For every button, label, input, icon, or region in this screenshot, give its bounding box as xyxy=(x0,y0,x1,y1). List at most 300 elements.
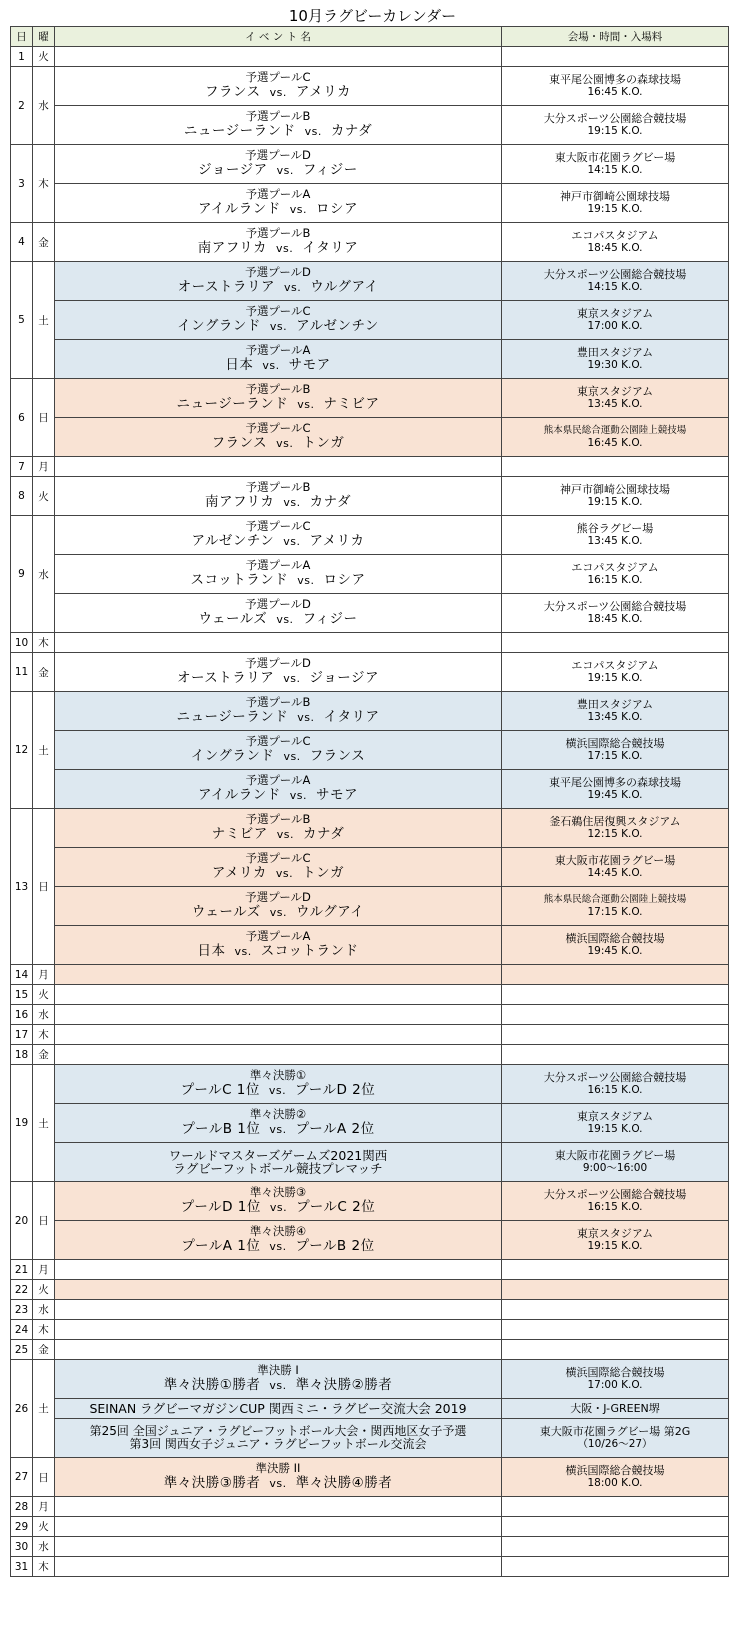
event-cell xyxy=(55,1280,502,1300)
home-team: ナミビア xyxy=(211,826,268,842)
venue-name: 豊田スタジアム xyxy=(576,698,654,711)
event-cell xyxy=(55,965,502,985)
weekday: 金 xyxy=(33,1045,55,1065)
venue-cell xyxy=(502,1260,729,1280)
kickoff-time: 19:45 K.O. xyxy=(587,945,643,957)
calendar-row xyxy=(11,1419,729,1458)
home-team: プールD 1位 xyxy=(180,1199,261,1215)
calendar-row xyxy=(11,516,729,555)
venue-cell xyxy=(502,633,729,653)
event-title: 予選プールB xyxy=(245,382,311,396)
calendar-row xyxy=(11,594,729,633)
day-number: 27 xyxy=(11,1458,33,1497)
venue-cell xyxy=(502,1280,729,1300)
venue-cell xyxy=(502,1537,729,1557)
weekday: 木 xyxy=(33,145,55,223)
vs-label: vs. xyxy=(268,1084,287,1097)
matchup xyxy=(55,279,501,296)
away-team: 準々決勝④勝者 xyxy=(295,1475,393,1491)
weekday: 金 xyxy=(33,653,55,692)
away-team: ウルグアイ xyxy=(295,904,365,920)
venue-name: 横浜国際総合競技場 xyxy=(565,1464,665,1477)
vs-label: vs. xyxy=(269,1379,287,1392)
calendar-row xyxy=(11,653,729,692)
day-number: 11 xyxy=(11,653,33,692)
weekday: 月 xyxy=(33,965,55,985)
venue-cell xyxy=(502,1045,729,1065)
home-team: ジョージア xyxy=(198,162,268,178)
venue-cell xyxy=(502,1360,729,1399)
vs-label: vs. xyxy=(275,867,294,880)
kickoff-time: 16:15 K.O. xyxy=(587,1084,643,1096)
away-team: スコットランド xyxy=(260,943,359,959)
calendar-row xyxy=(11,1025,729,1045)
event-title: 準々決勝② xyxy=(249,1107,307,1121)
venue-name: 大阪・J-GREEN堺 xyxy=(570,1402,660,1415)
event-cell xyxy=(55,1005,502,1025)
weekday: 日 xyxy=(33,1182,55,1260)
weekday: 月 xyxy=(33,1260,55,1280)
weekday: 水 xyxy=(33,1300,55,1320)
away-team: プールC 2位 xyxy=(296,1199,376,1215)
calendar-row xyxy=(11,1557,729,1577)
matchup xyxy=(55,748,501,765)
venue-cell xyxy=(502,379,729,418)
day-number: 3 xyxy=(11,145,33,223)
kickoff-time: 13:45 K.O. xyxy=(587,398,643,410)
venue-name: 東大阪市花園ラグビー場 xyxy=(554,1149,676,1162)
venue-cell xyxy=(502,809,729,848)
calendar-row xyxy=(11,633,729,653)
kickoff-time: 17:15 K.O. xyxy=(587,750,643,762)
home-team: ニュージーランド xyxy=(176,396,289,412)
day-number: 28 xyxy=(11,1497,33,1517)
venue-name: 大分スポーツ公園総合競技場 xyxy=(543,268,687,281)
venue-cell xyxy=(502,301,729,340)
venue-cell xyxy=(502,67,729,106)
calendar-row xyxy=(11,809,729,848)
calendar-row xyxy=(11,1300,729,1320)
venue-cell xyxy=(502,1399,729,1419)
away-team: フィジー xyxy=(302,611,358,627)
header-row xyxy=(11,27,729,47)
home-team: イングランド xyxy=(177,318,261,334)
matchup xyxy=(55,865,501,882)
header-venue: 会場・時間・入場料 xyxy=(502,27,729,47)
event-title: 予選プールD xyxy=(245,656,311,670)
vs-label: vs. xyxy=(297,398,315,411)
calendar-row xyxy=(11,887,729,926)
day-number: 10 xyxy=(11,633,33,653)
venue-cell xyxy=(502,1320,729,1340)
matchup xyxy=(55,670,501,687)
vs-label: vs. xyxy=(304,125,322,138)
event-title: 予選プールD xyxy=(245,597,311,611)
kickoff-time: 14:15 K.O. xyxy=(587,164,643,176)
weekday: 金 xyxy=(33,223,55,262)
kickoff-time: 19:15 K.O. xyxy=(587,203,643,215)
event-title: 予選プールA xyxy=(245,343,311,357)
calendar-row xyxy=(11,145,729,184)
calendar-row xyxy=(11,477,729,516)
venue-cell xyxy=(502,223,729,262)
calendar-row xyxy=(11,262,729,301)
weekday: 木 xyxy=(33,1025,55,1045)
day-number: 31 xyxy=(11,1557,33,1577)
venue-cell xyxy=(502,1557,729,1577)
kickoff-time: 19:15 K.O. xyxy=(587,672,643,684)
home-team: フランス xyxy=(205,84,261,100)
weekday: 木 xyxy=(33,633,55,653)
event-cell xyxy=(55,1182,502,1221)
event-cell xyxy=(55,985,502,1005)
away-team: カナダ xyxy=(330,123,373,139)
venue-cell xyxy=(502,184,729,223)
venue-name: 東大阪市花園ラグビー場 第2G xyxy=(539,1425,691,1438)
vs-label: vs. xyxy=(283,496,301,509)
vs-label: vs. xyxy=(297,574,315,587)
venue-name: 豊田スタジアム xyxy=(576,346,654,359)
matchup xyxy=(55,1082,501,1099)
day-number: 20 xyxy=(11,1182,33,1260)
venue-cell xyxy=(502,1497,729,1517)
weekday: 日 xyxy=(33,379,55,457)
calendar-row xyxy=(11,223,729,262)
venue-name: 東京スタジアム xyxy=(576,1110,654,1123)
venue-name: 釜石鵜住居復興スタジアム xyxy=(549,815,681,828)
venue-name: 神戸市御崎公園球技場 xyxy=(560,483,670,496)
kickoff-time: 12:15 K.O. xyxy=(587,828,643,840)
venue-cell xyxy=(502,1458,729,1497)
event-title: 予選プールB xyxy=(245,695,311,709)
event-cell xyxy=(55,1045,502,1065)
kickoff-time: 16:15 K.O. xyxy=(587,574,643,586)
weekday: 火 xyxy=(33,1517,55,1537)
event-cell xyxy=(55,1104,502,1143)
calendar-row xyxy=(11,1399,729,1419)
venue-cell xyxy=(502,340,729,379)
kickoff-time: 13:45 K.O. xyxy=(587,711,643,723)
event-cell xyxy=(55,770,502,809)
event-cell xyxy=(55,106,502,145)
calendar-row xyxy=(11,1143,729,1182)
venue-name: 東京スタジアム xyxy=(576,307,654,320)
event-cell xyxy=(55,516,502,555)
kickoff-time: 14:15 K.O. xyxy=(587,281,643,293)
event-title: 予選プールC xyxy=(245,851,311,865)
home-team: ニュージーランド xyxy=(176,709,289,725)
calendar-row xyxy=(11,1497,729,1517)
vs-label: vs. xyxy=(269,86,287,99)
calendar-row xyxy=(11,1537,729,1557)
weekday: 土 xyxy=(33,1065,55,1182)
matchup xyxy=(55,435,501,452)
weekday: 金 xyxy=(33,1340,55,1360)
event-cell xyxy=(55,1399,502,1419)
calendar-row xyxy=(11,1340,729,1360)
matchup xyxy=(55,240,501,257)
event-title: 準々決勝③ xyxy=(249,1185,307,1199)
vs-label: vs. xyxy=(283,281,302,294)
calendar-row xyxy=(11,340,729,379)
venue-cell xyxy=(502,457,729,477)
weekday: 日 xyxy=(33,1458,55,1497)
home-team: 南アフリカ xyxy=(197,240,268,256)
event-line: 第3回 関西女子ジュニア・ラグビーフットボール交流会 xyxy=(129,1437,427,1451)
event-cell xyxy=(55,633,502,653)
away-team: カナダ xyxy=(302,826,345,842)
calendar-row xyxy=(11,1221,729,1260)
venue-name: 大分スポーツ公園総合競技場 xyxy=(543,1071,687,1084)
vs-label: vs. xyxy=(269,1201,288,1214)
away-team: サモア xyxy=(316,787,359,803)
page-title: 10月ラグビーカレンダー xyxy=(288,7,457,25)
event-cell xyxy=(55,223,502,262)
venue-cell xyxy=(502,1065,729,1104)
venue-name: 熊本県民総合運動公園陸上競技場 xyxy=(543,425,687,436)
kickoff-time: 19:15 K.O. xyxy=(587,1123,643,1135)
calendar-row xyxy=(11,926,729,965)
event-cell xyxy=(55,1360,502,1399)
day-number: 25 xyxy=(11,1340,33,1360)
venue-cell xyxy=(502,145,729,184)
vs-label: vs. xyxy=(283,672,301,685)
home-team: アイルランド xyxy=(197,787,281,803)
vs-label: vs. xyxy=(297,711,315,724)
vs-label: vs. xyxy=(234,945,252,958)
calendar-row xyxy=(11,1104,729,1143)
venue-cell xyxy=(502,1143,729,1182)
day-number: 4 xyxy=(11,223,33,262)
kickoff-time: 18:45 K.O. xyxy=(587,242,643,254)
home-team: 準々決勝③勝者 xyxy=(163,1475,261,1491)
matchup xyxy=(55,1238,501,1255)
matchup xyxy=(55,1199,501,1216)
weekday: 木 xyxy=(33,1320,55,1340)
venue-cell xyxy=(502,731,729,770)
matchup xyxy=(55,611,501,628)
event-cell xyxy=(55,457,502,477)
matchup xyxy=(55,1475,501,1492)
away-team: ウルグアイ xyxy=(310,279,379,295)
venue-name: 神戸市御崎公園球技場 xyxy=(560,190,670,203)
event-cell xyxy=(55,692,502,731)
calendar-row xyxy=(11,379,729,418)
event-title: 予選プールB xyxy=(245,109,311,123)
venue-cell xyxy=(502,418,729,457)
event-cell xyxy=(55,1320,502,1340)
venue-cell xyxy=(502,985,729,1005)
calendar-row xyxy=(11,770,729,809)
event-title: 準々決勝④ xyxy=(249,1224,307,1238)
away-team: サモア xyxy=(288,357,331,373)
day-number: 13 xyxy=(11,809,33,965)
event-cell xyxy=(55,1260,502,1280)
venue-cell xyxy=(502,1104,729,1143)
event-title: 予選プールA xyxy=(245,929,311,943)
weekday: 火 xyxy=(33,1280,55,1300)
home-team: アルゼンチン xyxy=(191,533,275,549)
day-number: 26 xyxy=(11,1360,33,1458)
event-title: 予選プールD xyxy=(245,890,311,904)
weekday: 水 xyxy=(33,1005,55,1025)
calendar-row xyxy=(11,1260,729,1280)
away-team: プールD 2位 xyxy=(295,1082,376,1098)
event-cell xyxy=(55,1497,502,1517)
venue-cell xyxy=(502,1517,729,1537)
event-title: 予選プールA xyxy=(245,773,311,787)
matchup xyxy=(55,533,501,550)
event-cell xyxy=(55,809,502,848)
vs-label: vs. xyxy=(289,203,308,216)
kickoff-time: 18:45 K.O. xyxy=(587,613,643,625)
venue-name: 東大阪市花園ラグビー場 xyxy=(554,854,676,867)
away-team: 準々決勝②勝者 xyxy=(295,1377,393,1393)
venue-cell xyxy=(502,1340,729,1360)
day-number: 24 xyxy=(11,1320,33,1340)
event-line: 第25回 全国ジュニア・ラグビーフットボール大会・関西地区女子予選 xyxy=(89,1424,467,1438)
matchup xyxy=(55,318,501,335)
event-cell xyxy=(55,1517,502,1537)
away-team: フィジー xyxy=(302,162,358,178)
venue-name: 横浜国際総合競技場 xyxy=(565,932,665,945)
venue-cell xyxy=(502,1300,729,1320)
home-team: 準々決勝①勝者 xyxy=(163,1377,261,1393)
event-cell xyxy=(55,1557,502,1577)
event-title: 予選プールB xyxy=(245,226,311,240)
calendar-row xyxy=(11,1280,729,1300)
away-team: ジョージア xyxy=(309,670,380,686)
venue-name: 大分スポーツ公園総合競技場 xyxy=(543,112,687,125)
away-team: フランス xyxy=(309,748,366,764)
venue-name: 熊本県民総合運動公園陸上競技場 xyxy=(543,894,687,905)
venue-name: 東京スタジアム xyxy=(576,385,654,398)
kickoff-time: 18:00 K.O. xyxy=(587,1477,643,1489)
calendar-row xyxy=(11,848,729,887)
day-number: 12 xyxy=(11,692,33,809)
kickoff-time: 16:15 K.O. xyxy=(587,1201,643,1213)
day-number: 22 xyxy=(11,1280,33,1300)
calendar-row xyxy=(11,1360,729,1399)
event-title: 予選プールD xyxy=(245,265,311,279)
venue-name: 横浜国際総合競技場 xyxy=(565,737,665,750)
event-title: 予選プールC xyxy=(245,734,311,748)
kickoff-time: 19:45 K.O. xyxy=(587,789,643,801)
header-event: イ ベ ン ト 名 xyxy=(55,27,502,47)
day-number: 7 xyxy=(11,457,33,477)
kickoff-time: 14:45 K.O. xyxy=(587,867,643,879)
matchup xyxy=(55,826,501,843)
venue-cell xyxy=(502,965,729,985)
home-team: フランス xyxy=(211,435,268,451)
vs-label: vs. xyxy=(283,750,301,763)
vs-label: vs. xyxy=(283,535,301,548)
kickoff-time: 19:30 K.O. xyxy=(587,359,643,371)
vs-label: vs. xyxy=(269,1123,287,1136)
kickoff-time: 9:00～16:00 xyxy=(582,1162,648,1174)
calendar-row xyxy=(11,985,729,1005)
event-cell xyxy=(55,1340,502,1360)
vs-label: vs. xyxy=(269,906,287,919)
weekday: 火 xyxy=(33,985,55,1005)
away-team: イタリア xyxy=(323,709,380,725)
home-team: プールC 1位 xyxy=(180,1082,260,1098)
event-cell xyxy=(55,184,502,223)
event-cell xyxy=(55,926,502,965)
event-cell xyxy=(55,1419,502,1458)
weekday: 木 xyxy=(33,1557,55,1577)
kickoff-time: 17:00 K.O. xyxy=(587,320,643,332)
event-cell xyxy=(55,731,502,770)
venue-name: 横浜国際総合競技場 xyxy=(565,1366,665,1379)
kickoff-time: （10/26～27） xyxy=(577,1438,653,1450)
vs-label: vs. xyxy=(289,789,308,802)
calendar-row xyxy=(11,184,729,223)
matchup xyxy=(55,904,501,921)
event-cell xyxy=(55,145,502,184)
event-cell xyxy=(55,477,502,516)
event-cell xyxy=(55,848,502,887)
weekday: 火 xyxy=(33,477,55,516)
calendar-row xyxy=(11,692,729,731)
event-cell xyxy=(55,379,502,418)
vs-label: vs. xyxy=(262,359,280,372)
header-day: 日 xyxy=(11,27,33,47)
day-number: 19 xyxy=(11,1065,33,1182)
day-number: 21 xyxy=(11,1260,33,1280)
away-team: アルゼンチン xyxy=(296,318,379,334)
event-cell xyxy=(55,1025,502,1045)
event-cell xyxy=(55,653,502,692)
event-cell xyxy=(55,1221,502,1260)
day-number: 30 xyxy=(11,1537,33,1557)
weekday: 火 xyxy=(33,47,55,67)
venue-cell xyxy=(502,692,729,731)
venue-cell xyxy=(502,1025,729,1045)
event-cell xyxy=(55,301,502,340)
vs-label: vs. xyxy=(269,320,288,333)
vs-label: vs. xyxy=(269,1477,287,1490)
away-team: プールB 2位 xyxy=(295,1238,375,1254)
event-cell xyxy=(55,887,502,926)
venue-name: 東大阪市花園ラグビー場 xyxy=(554,151,676,164)
kickoff-time: 19:15 K.O. xyxy=(587,496,643,508)
venue-cell xyxy=(502,1005,729,1025)
day-number: 2 xyxy=(11,67,33,145)
event-title: 予選プールA xyxy=(245,187,311,201)
matchup xyxy=(55,84,501,101)
calendar-row xyxy=(11,47,729,67)
venue-name: 大分スポーツ公園総合競技場 xyxy=(543,600,687,613)
matchup xyxy=(55,201,501,218)
away-team: ロシア xyxy=(316,201,359,217)
weekday: 土 xyxy=(33,692,55,809)
away-team: トンガ xyxy=(302,435,345,451)
day-number: 15 xyxy=(11,985,33,1005)
venue-name: エコパスタジアム xyxy=(571,561,659,574)
event-line: ワールドマスターズゲームズ2021関西 xyxy=(168,1148,388,1163)
away-team: イタリア xyxy=(302,240,359,256)
vs-label: vs. xyxy=(276,164,294,177)
day-number: 18 xyxy=(11,1045,33,1065)
venue-cell xyxy=(502,1419,729,1458)
calendar-row xyxy=(11,67,729,106)
event-title: 予選プールB xyxy=(245,812,311,826)
matchup xyxy=(55,162,501,179)
event-title: 予選プールC xyxy=(245,519,311,533)
calendar-row xyxy=(11,1065,729,1104)
home-team: 日本 xyxy=(197,943,226,959)
